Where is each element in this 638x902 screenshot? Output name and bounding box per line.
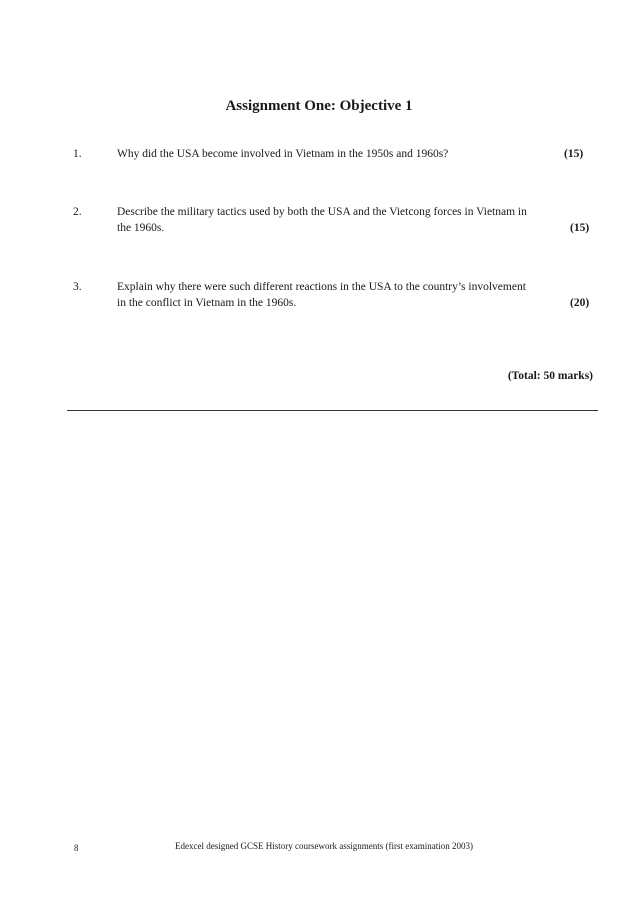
- question-marks: (20): [570, 297, 590, 309]
- question-text: Why did the USA become involved in Vietnam in the 1950s and 1960s?: [117, 148, 449, 160]
- question-marks: (15): [570, 222, 590, 234]
- question-text: Describe the military tactics used by both the USA and the Vietcong forces in Vietnam in the 1960s.: [117, 206, 527, 234]
- horizontal-divider: [67, 410, 598, 411]
- total-marks: (Total: 50 marks): [507, 370, 593, 382]
- question-number: 3.: [73, 281, 82, 293]
- page-number: 8: [74, 843, 79, 853]
- question-marks: (15): [564, 148, 584, 160]
- page-title: Assignment One: Objective 1: [225, 98, 413, 114]
- question-number: 1.: [73, 148, 82, 160]
- question-number: 2.: [73, 206, 82, 218]
- footer-text: Edexcel designed GCSE History coursework assignments (first examination 2003): [175, 841, 473, 851]
- question-text: Explain why there were such different reactions in the USA to the country’s involvement in the conflict in Vietnam in the 1960s.: [117, 281, 526, 309]
